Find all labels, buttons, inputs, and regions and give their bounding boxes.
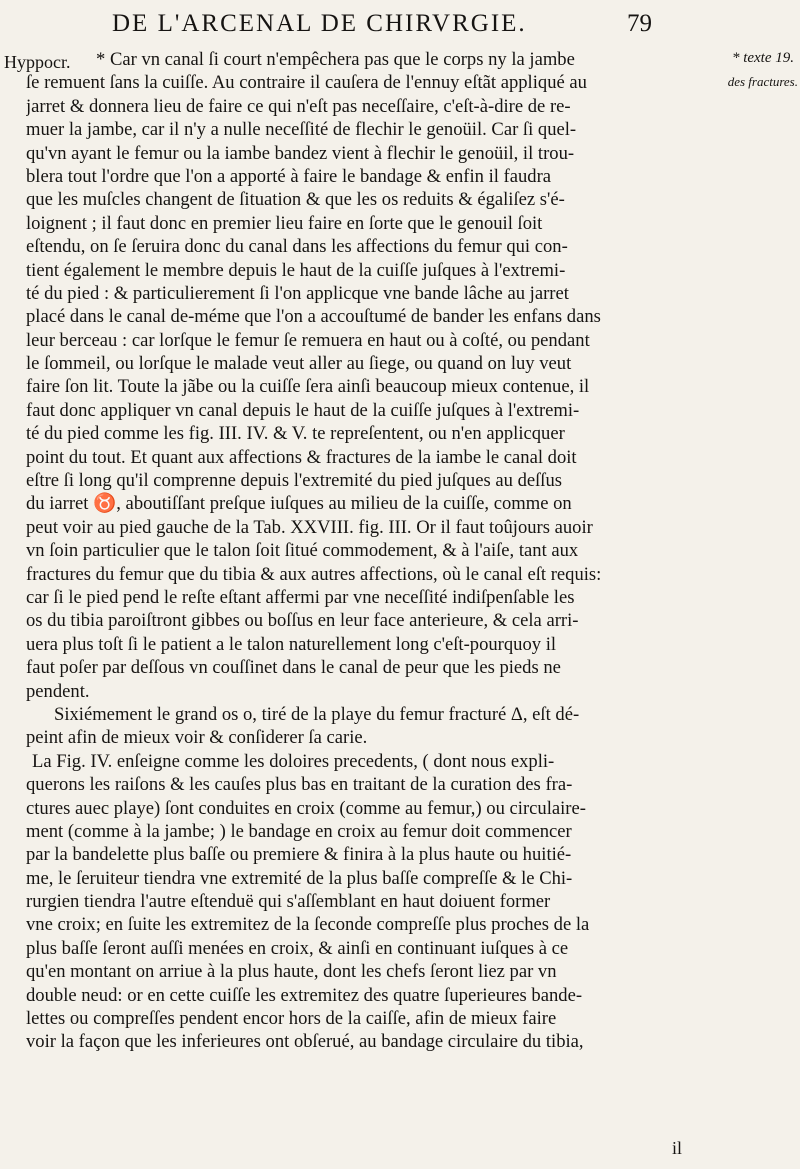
text-line: placé dans le canal de-méme que l'on a accouſtumé de bander les enfans dans	[26, 306, 601, 328]
text-line: Sixiémement le grand os o, tiré de la playe du femur fracturé Δ, eſt dé-	[54, 703, 580, 725]
text-line: car ſi le pied pend le reſte eſtant affermi par vne neceſſité indiſpenſable les	[26, 586, 575, 608]
text-line: peint afin de mieux voir & conſiderer ſa carie.	[26, 727, 368, 749]
text-line: ctures auec playe) ſont conduites en croix (comme au femur,) ou circulaire-	[26, 797, 586, 819]
text-line: uera plus toſt ſi le patient a le talon naturellement long c'eſt-pourquoy il	[26, 633, 557, 655]
text-line: ſe remuent ſans la cuiſſe. Au contraire il cauſera de l'ennuy eſtãt appliqué au	[26, 72, 587, 94]
body-text	[26, 48, 780, 1054]
text-line: le ſommeil, ou lorſque le malade veut aller au ſiege, ou quand on luy veut	[26, 353, 572, 375]
text-line: jarret & donnera lieu de faire ce qui n'eſt pas neceſſaire, c'eſt-à-dire de re-	[26, 95, 571, 117]
text-line: par la bandelette plus baſſe ou premiere & finira à la plus haute ou huitié-	[26, 844, 572, 866]
text-line: lettes ou compreſſes pendent encor hors de la caiſſe, afin de mieux faire	[26, 1008, 557, 1030]
text-line: vne croix; en ſuite les extremitez de la ſeconde compreſſe plus proches de la	[26, 914, 590, 936]
text-line: qu'vn ayant le femur ou la iambe bandez vient à flechir le genoüil, il trou-	[26, 142, 575, 164]
text-line: peut voir au pied gauche de la Tab. XXVIII. fig. III. Or il faut toûjours auoir	[26, 516, 593, 538]
text-line: leur berceau : car lorſque le femur ſe remuera en haut ou à coſté, ou pendant	[26, 329, 590, 351]
text-line: me, le ſeruiteur tiendra vne extremité de la plus baſſe compreſſe & le Chi-	[26, 867, 573, 889]
text-line: eſtre ſi long qu'il comprenne depuis l'extremité du pied juſques au deſſus	[26, 470, 562, 492]
text-line: eſtendu, on ſe ſeruira donc du canal dans les affections du femur qui con-	[26, 236, 568, 258]
text-line: té du pied : & particulierement ſi l'on applicque vne bande lâche au jarret	[26, 282, 569, 304]
text-line: vn ſoin particulier que le talon ſoit ſitué commodement, & à l'aiſe, tant aux	[26, 540, 579, 562]
text-line: té du pied comme les fig. III. IV. & V. te repreſentent, ou n'en applicquer	[26, 423, 565, 445]
catchword: il	[671, 1138, 682, 1158]
text-line: faire ſon lit. Toute la jãbe ou la cuiſſe ſera ainſi beaucoup mieux contenue, il	[26, 376, 590, 398]
text-line: double neud: or en cette cuiſſe les extremitez des quatre ſuperieures bande-	[26, 984, 583, 1006]
text-line: os du tibia paroiſtront gibbes ou boſſus en leur face anterieure, & cela arri-	[26, 610, 579, 632]
text-line: rurgien tiendra l'autre eſtenduë qui s'aſſemblant en haut doiuent former	[26, 891, 551, 913]
text-line: tient également le membre depuis le haut de la cuiſſe juſques à l'extremi-	[26, 259, 566, 281]
text-line: faut donc appliquer vn canal depuis le haut de la cuiſſe juſques à l'extremi-	[26, 399, 580, 421]
text-line: ment (comme à la jambe; ) le bandage en croix au femur doit commencer	[26, 820, 572, 842]
margin-note-left: Hyppocr.	[4, 52, 71, 72]
margin-note-right-1: * texte 19.	[731, 50, 794, 66]
text-line: loignent ; il faut donc en premier lieu faire en ſorte que le genouil ſoit	[26, 212, 543, 234]
text-line: point du tout. Et quant aux affections & fractures de la iambe le canal doit	[26, 446, 577, 468]
margin-note-right-2: des fractures.	[727, 74, 798, 89]
text-line: muer la jambe, car il n'y a nulle neceſſité de flechir le genoüil. Car ſi quel-	[26, 119, 577, 141]
page-number: 79	[627, 10, 652, 37]
text-line: plus baſſe ſeront auſſi menées en croix, & ainſi en continuant iuſques à ce	[26, 937, 569, 959]
text-line: querons les raiſons & les cauſes plus bas en traitant de la curation des fra-	[26, 774, 573, 796]
text-line: faut poſer par deſſous vn couſſinet dans le canal de peur que les pieds ne	[26, 657, 561, 679]
page-header	[112, 10, 652, 40]
text-line: voir la façon que les inferieures ont obſerué, au bandage circulaire du tibia,	[26, 1031, 584, 1053]
text-line: pendent.	[26, 680, 90, 702]
text-line: du iarret ♉, aboutiſſant preſque iuſques au milieu de la cuiſſe, comme on	[26, 493, 572, 515]
running-head: DE L'ARCENAL DE CHIRVRGIE.	[112, 10, 527, 37]
text-line: * Car vn canal ſi court n'empêchera pas que le corps ny la jambe	[96, 49, 575, 70]
text-line: blera tout l'ordre que l'on a apporté à faire le bandage & enfin il faudra	[26, 165, 552, 187]
text-line: que les muſcles changent de ſituation & que les os reduits & égaliſez s'é-	[26, 189, 565, 211]
text-line: qu'en montant on arriue à la plus haute, dont les chefs ſeront liez par vn	[26, 961, 557, 983]
text-line: fractures du femur que du tibia & aux autres affections, où le canal eſt requis:	[26, 563, 602, 585]
text-line: La Fig. IV. enſeigne comme les doloires precedents, ( dont nous expli-	[32, 750, 555, 772]
